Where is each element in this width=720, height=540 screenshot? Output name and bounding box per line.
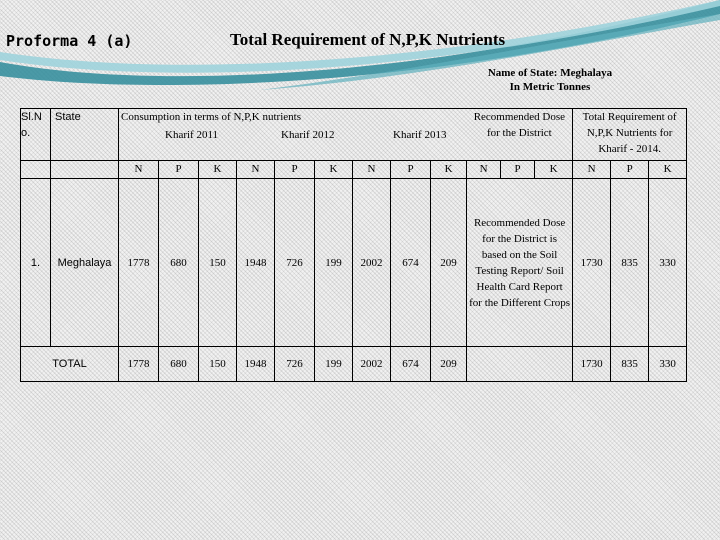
k-2013-header: K <box>431 161 467 179</box>
cell-k-2011: 150 <box>199 179 237 347</box>
cell-k-total: 330 <box>649 179 687 347</box>
n-recommended-header: N <box>467 161 501 179</box>
kharif-2011-label: Kharif 2011 <box>165 129 219 141</box>
consumption-heading: Consumption in terms of N,P,K nutrients <box>121 111 301 123</box>
total-p-2013: 674 <box>391 347 431 382</box>
total-k-2013: 209 <box>431 347 467 382</box>
page-title: Total Requirement of N,P,K Nutrients <box>230 30 506 49</box>
n-2012-header: N <box>237 161 275 179</box>
total-n-2013: 2002 <box>353 347 391 382</box>
k-total-header: K <box>649 161 687 179</box>
cell-k-2012: 199 <box>315 179 353 347</box>
cell-n-total: 1730 <box>573 179 611 347</box>
n-2011-header: N <box>119 161 159 179</box>
total-recommended-empty <box>467 347 573 382</box>
total-row <box>21 347 687 382</box>
col-header-total-requirement: Total Requirement of N,P,K Nutrients for Kharif - 2014. <box>573 109 687 161</box>
cell-n-2011: 1778 <box>119 179 159 347</box>
p-2013-header: P <box>391 161 431 179</box>
kharif-2012-label: Kharif 2012 <box>281 129 335 141</box>
total-p-2011: 680 <box>159 347 199 382</box>
row-state: Meghalaya <box>51 179 119 347</box>
col-header-state: State <box>51 109 119 161</box>
total-label: TOTAL <box>21 347 119 382</box>
row-slno: 1. <box>21 179 51 347</box>
proforma-label: Proforma 4 (a) <box>6 32 133 50</box>
table-row <box>21 179 687 347</box>
n-total-header: N <box>573 161 611 179</box>
k-2011-header: K <box>199 161 237 179</box>
k-recommended-header: K <box>535 161 573 179</box>
total-p-2012: 726 <box>275 347 315 382</box>
table-header-row <box>21 109 687 161</box>
total-k-requirement: 330 <box>649 347 687 382</box>
cell-p-2013: 674 <box>391 179 431 347</box>
cell-p-2012: 726 <box>275 179 315 347</box>
cell-p-total: 835 <box>611 179 649 347</box>
cell-k-2013: 209 <box>431 179 467 347</box>
kharif-2013-label: Kharif 2013 <box>393 129 447 141</box>
col-header-slno: Sl.N o. <box>21 109 51 161</box>
total-n-2012: 1948 <box>237 347 275 382</box>
total-n-requirement: 1730 <box>573 347 611 382</box>
total-p-requirement: 835 <box>611 347 649 382</box>
state-name-line: Name of State: Meghalaya <box>487 67 613 79</box>
cell-n-2012: 1948 <box>237 179 275 347</box>
p-2011-header: P <box>159 161 199 179</box>
col-header-consumption <box>119 109 467 161</box>
nutrient-requirement-table <box>20 108 687 382</box>
cell-n-2013: 2002 <box>353 179 391 347</box>
npk-subheader-row <box>21 161 687 179</box>
total-k-2011: 150 <box>199 347 237 382</box>
p-total-header: P <box>611 161 649 179</box>
cell-p-2011: 680 <box>159 179 199 347</box>
n-2013-header: N <box>353 161 391 179</box>
recommended-dose-note: Recommended Dose for the District is based on the Soil Testing Report/ Soil Health Card Report for the Different Crops <box>467 179 573 347</box>
p-2012-header: P <box>275 161 315 179</box>
total-n-2011: 1778 <box>119 347 159 382</box>
k-2012-header: K <box>315 161 353 179</box>
col-header-recommended: Recommended Dose for the District <box>467 109 573 161</box>
total-k-2012: 199 <box>315 347 353 382</box>
units-line: In Metric Tonnes <box>509 81 591 93</box>
p-recommended-header: P <box>501 161 535 179</box>
